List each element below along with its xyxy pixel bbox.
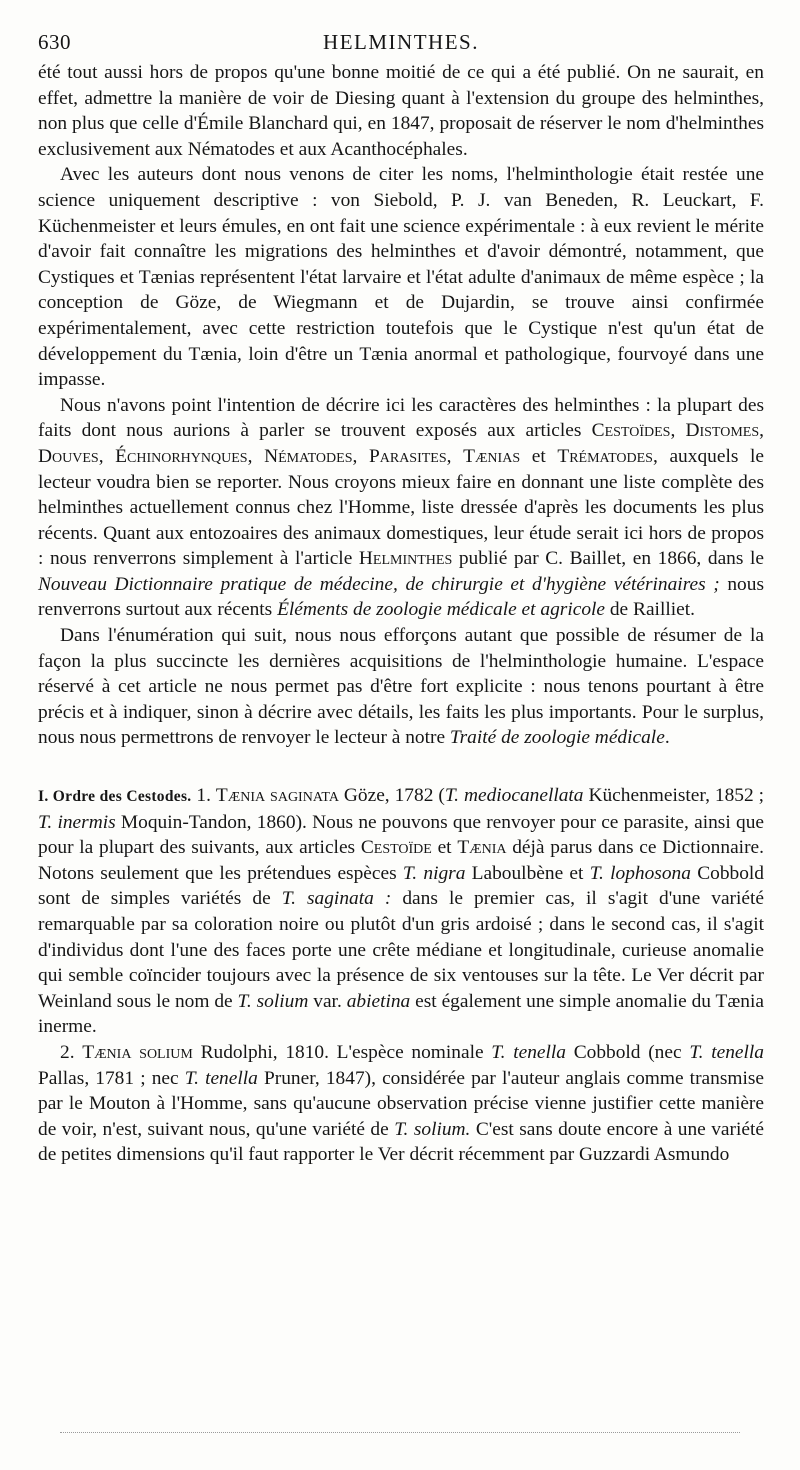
running-title: HELMINTHES. [323,30,479,54]
page-number: 630 [38,30,71,54]
paragraph-scope: Nous n'avons point l'intention de décrire ici les caractères des helminthes : la plupart des faits dont nous aurions à parler se trouvent exposés aux articles Cestoïdes, Distomes, Douves, Échinorhynques, Nématodes, Parasites, Tænias et Trématodes, auxquels le lecteur voudra bien se reporter. Nous croyons mieux faire en donnant une liste complète des helminthes actuellement connus chez l'Homme, liste dressée d'après les documents les plus récents. Quant aux entozoaires des animaux domestiques, leur étude serait ici hors de propos : nous renverrons simplement à l'article Helminthes publié par C. Baillet, en 1866, dans le Nouveau Dictionnaire pratique de médecine, de chirurgie et d'hygiène vétérinaires ; nous renverrons surtout aux récents Éléments de zoologie médicale et agricole de Railliet. [38,394,764,621]
paragraph-experimental-helminthology: Avec les auteurs dont nous venons de citer les noms, l'helminthologie était restée une science uniquement descriptive : von Siebold, P. J. van Beneden, R. Leuckart, F. Küchenmeister et leurs émules, en ont fait une science expérimentale : à eux revient le mérite d'avoir fait connaître les migrations des helminthes et d'avoir démontré, notamment, que Cystiques et Tænias représentent l'état larvaire et l'état adulte d'animaux de même espèce ; la conception de Göze, de Wiegmann et de Dujardin, se trouve ainsi confirmée expérimentalement, avec cette restriction toutefois que le Cystique n'est qu'un état de développement du Tænia, loin d'être un Tænia anormal et pathologique, fourvoyé dans une impasse. [38,164,764,391]
species-taenia-solium: Tænia solium [82,1041,193,1063]
term-parasites: Parasites [368,445,447,467]
term-cestoides: Cestoïdes [591,420,671,442]
page-header [38,26,764,60]
bottom-rule [60,1432,740,1433]
term-echinorhynques: Échinorhynques [115,445,248,467]
paragraph-taenia-solium: 2. Tænia solium Rudolphi, 1810. L'espèce nominale T. tenella Cobbold (nec T. tenella Pallas, 1781 ; nec T. tenella Pruner, 1847), considérée par l'auteur anglais comme transmise par le Mouton à l'Homme, sans qu'aucune observation précise vienne justifier cette manière de voir, n'est, suivant nous, qu'une variété de T. solium. C'est sans doute encore à une variété de petites dimensions qu'il faut rapporter le Ver décrit récemment par Guzzardi Asmundo [38,1041,764,1166]
paragraph-continuation: été tout aussi hors de propos qu'une bonne moitié de ce qui a été publié. On ne saurait, en effet, admettre la manière de voir de Diesing quant à l'extension du groupe des helminthes, non plus que celle d'Émile Blanchard qui, en 1847, proposait de réserver le nom d'helminthes exclusivement aux Nématodes et aux Acanthocéphales. [38,62,764,160]
term-trematodes: Trématodes [557,445,653,467]
species-taenia-saginata: Tænia saginata [215,785,339,807]
term-distomes: Distomes [685,420,760,442]
title-nouveau-dictionnaire: Nouveau Dictionnaire pratique de médecine, de chirurgie et d'hygiène vétérinaires ; [38,573,720,595]
paragraph-enumeration: Dans l'énumération qui suit, nous nous efforçons autant que possible de résumer de la façon la plus succincte les dernières acquisitions de l'helminthologie humaine. L'espace réservé à cet article ne nous permet pas d'être fort explicite : nous tenons pourtant à être précis et à indiquer, sinon à décrire avec détails, les faits les plus importants. Pour le surplus, nous nous permettrons de renvoyer le lecteur à notre Traité de zoologie médicale. [38,625,764,749]
section-heading-cestodes: I. Ordre des Cestodes. [38,788,192,806]
paragraph-cestodes-saginata: I. Ordre des Cestodes. 1. Tænia saginata Göze, 1782 (T. mediocanellata Küchenmeister, 1852 ; T. inermis Moquin-Tandon, 1860). Nous ne pouvons que renvoyer pour ce parasite, ainsi que pour la plupart des suivants, aux articles Cestoïde et Tænia déjà parus dans ce Dictionnaire. Notons seulement que les prétendues espèces T. nigra Laboulbène et T. lophosona Cobbold sont de simples variétés de T. saginata : dans le premier cas, il s'agit d'une variété remarquable par sa coloration noire ou plutôt d'un gris ardoisé ; dans le second cas, il s'agit d'individus dont l'une des faces porte une crête médiane et longitudinale, curieuse anomalie qui semble coïncider toujours avec la présence de six ventouses sur la tête. Le Ver décrit par Weinland sous le nom de T. solium var. abietina est également une simple anomalie du Tænia inerme. [38,785,764,1038]
term-taenias: Tænias [463,445,521,467]
title-traite-zoologie: Traité de zoologie médicale [449,727,665,749]
term-nematodes: Nématodes [264,445,353,467]
term-helminthes: Helminthes [358,548,453,570]
term-douves: Douves [38,445,99,467]
title-elements-zoologie: Éléments de zoologie médicale et agricole [277,599,606,621]
section-gap [38,751,764,783]
